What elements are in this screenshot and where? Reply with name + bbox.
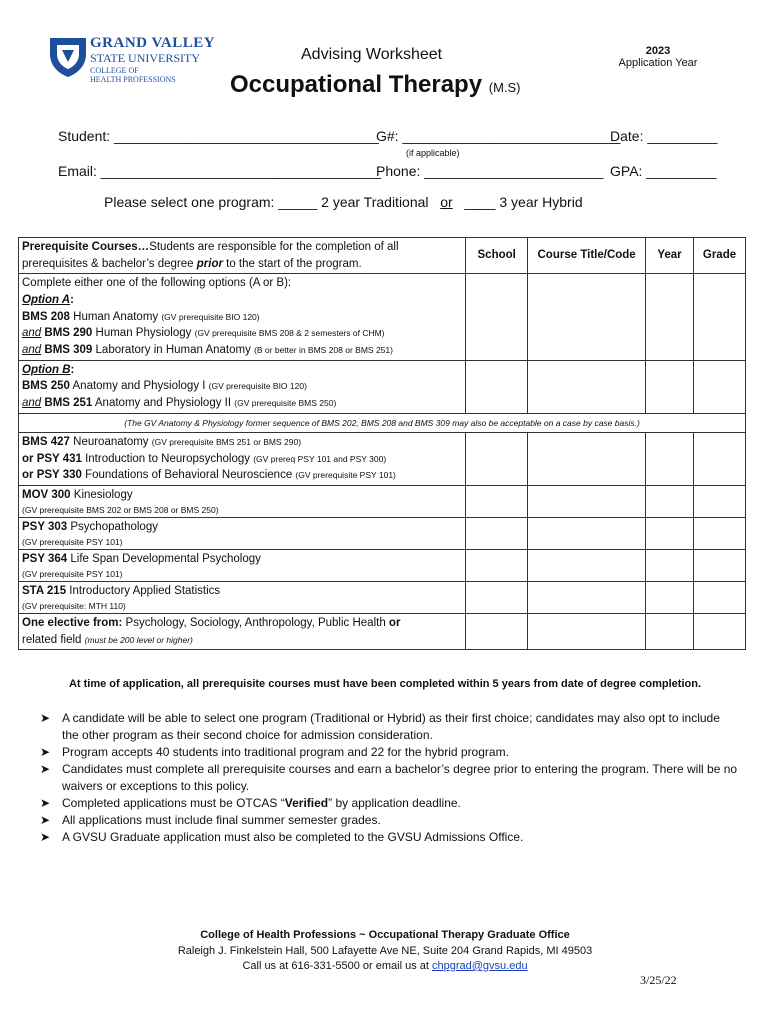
course-code: or PSY 330 (22, 469, 82, 482)
logo-line-3: COLLEGE OF (90, 66, 139, 75)
grade-cell[interactable] (694, 360, 746, 413)
elective-text2: related field (22, 633, 85, 646)
course-code: BMS 427 (22, 436, 70, 449)
sta215-cell (19, 582, 466, 614)
footer-contact (0, 960, 770, 972)
course-note: (GV prerequisite PSY 101) (22, 536, 123, 547)
course-note: (GV prerequisite PSY 101) (295, 470, 396, 481)
course-code: PSY 364 (22, 553, 68, 566)
mov-cell (19, 486, 466, 518)
school-cell[interactable] (466, 550, 528, 582)
email-link[interactable]: chpgrad@gvsu.edu (432, 960, 528, 972)
list-item (38, 829, 738, 846)
course-code: PSY 303 (22, 521, 68, 534)
table-row (19, 613, 746, 649)
table-row (19, 274, 746, 360)
arrow-bullet-icon: ➤ (40, 796, 51, 811)
school-cell[interactable] (466, 274, 528, 360)
school-cell[interactable] (466, 433, 528, 486)
year-label: Application Year (618, 57, 698, 69)
prerequisite-table (18, 237, 746, 650)
elective-label: One elective from: (22, 616, 123, 629)
neuro-cell (19, 433, 466, 486)
table-row (19, 518, 746, 550)
school-cell[interactable] (466, 613, 528, 649)
prereq-header-bold: Prerequisite Courses… (22, 241, 150, 253)
course-note: (GV prerequisite BMS 208 & 2 semesters of CHM) (194, 328, 385, 339)
prereq-header-text: Students are responsible for the completion of all prerequisites & bachelor’s degree (22, 241, 399, 270)
logo-line-4: HEALTH PROFESSIONS (90, 75, 176, 84)
arrow-bullet-icon: ➤ (40, 762, 51, 777)
arrow-bullet-icon: ➤ (40, 813, 51, 828)
program-title: Occupational Therapy (230, 71, 483, 98)
course-name: Human Anatomy (69, 310, 162, 323)
option-b-cell: Option B: BMS 250 Anatomy and Physiology I (GV prerequisite BIO 120) and BMS 251 Anatomy and Physiology II (GV prerequisite BMS 250) (19, 360, 466, 413)
logo-line-1: GRAND VALLEY (90, 35, 216, 51)
footer-address: Raleigh J. Finkelstein Hall, 500 Lafayette Ave NE, Suite 204 Grand Rapids, MI 49503 (177, 945, 593, 957)
course-cell[interactable] (528, 550, 646, 582)
grade-cell[interactable] (694, 433, 746, 486)
page-title (230, 71, 521, 99)
school-cell[interactable] (466, 518, 528, 550)
course-name: Anatomy and Physiology II (92, 397, 235, 410)
student-field[interactable]: Student: __________________________________ (58, 128, 379, 144)
arrow-bullet-icon: ➤ (40, 745, 51, 760)
program-or: or (440, 194, 453, 210)
grade-cell[interactable] (694, 274, 746, 360)
psy303-cell (19, 518, 466, 550)
school-cell[interactable] (466, 582, 528, 614)
arrow-bullet-icon: ➤ (40, 830, 51, 845)
grade-cell[interactable] (694, 550, 746, 582)
bullet-text: A GVSU Graduate application must also be completed to the GVSU Admissions Office. (62, 830, 524, 845)
bullet-text: Candidates must complete all prerequisite courses and earn a bachelor’s degree prior to entering the program. There will be no waivers or exceptions to this policy. (62, 762, 738, 794)
school-header: School (466, 238, 528, 274)
program-suffix: ____ 3 year Hybrid (464, 194, 583, 210)
course-code: BMS 208 (22, 310, 70, 323)
course-note: (GV prerequisite PSY 101) (22, 568, 123, 579)
gnumber-note: (if applicable) (406, 148, 460, 158)
options-intro: Complete either one of the following options (A or B): (22, 277, 292, 290)
course-cell[interactable] (528, 433, 646, 486)
option-a-cell: Complete either one of the following options (A or B): Option A: BMS 208 Human Anatomy (GV prerequisite BIO 120) and BMS 290 Human Physiology (GV prerequisite BMS 208 & 2 semesters of CHM) and BMS 309 Laboratory in Human Anatomy (B or better in BMS 208 or BMS 251) (19, 274, 466, 360)
elective-or: or (388, 616, 401, 629)
bullet-text: ” by application deadline. (328, 796, 461, 811)
elective-text: Psychology, Sociology, Anthropology, Public Health (122, 616, 389, 629)
list-item (38, 761, 738, 795)
course-cell[interactable] (528, 582, 646, 614)
course-name: Life Span Developmental Psychology (67, 553, 261, 566)
year-cell[interactable] (646, 433, 694, 486)
school-cell[interactable] (466, 360, 528, 413)
program-selection[interactable] (104, 194, 583, 210)
grade-cell[interactable] (694, 518, 746, 550)
prereq-header-text2: to the start of the program. (222, 257, 362, 270)
completion-warning: At time of application, all prerequisite courses must have been completed within 5 years from date of degree completion. (68, 678, 702, 690)
course-code: BMS 250 (22, 380, 70, 393)
course-note: (GV prereq PSY 101 and PSY 300) (253, 453, 387, 464)
course-cell[interactable] (528, 360, 646, 413)
table-row (19, 413, 746, 432)
course-note: (GV prerequisite BMS 202 or BMS 208 or BMS 250) (22, 504, 219, 515)
bullet-text: Completed applications must be OTCAS “ (62, 796, 285, 811)
and-label: and (22, 327, 42, 340)
course-code: BMS 290 (41, 327, 93, 340)
prereq-header (19, 238, 466, 274)
gnumber-field[interactable]: G#: ____________________________ (376, 128, 621, 144)
date-field[interactable]: Date: _________ (610, 128, 718, 144)
course-name: Kinesiology (70, 489, 133, 502)
psy364-cell (19, 550, 466, 582)
course-note: (GV prerequisite BIO 120) (161, 311, 260, 322)
grade-header: Grade (694, 238, 746, 274)
footer-office: College of Health Professions ~ Occupational Therapy Graduate Office (200, 929, 570, 941)
course-name: Anatomy and Physiology I (69, 380, 209, 393)
table-row (19, 486, 746, 518)
list-item (38, 795, 738, 812)
course-cell[interactable] (528, 486, 646, 518)
gpa-field[interactable]: GPA: _________ (610, 163, 717, 179)
grade-cell[interactable] (694, 582, 746, 614)
course-code: BMS 251 (41, 397, 93, 410)
email-field[interactable]: Email: ____________________________________ (58, 163, 382, 179)
arrow-bullet-icon: ➤ (40, 711, 51, 725)
year-cell[interactable] (646, 486, 694, 518)
logo-line-2: STATE UNIVERSITY (90, 51, 201, 65)
course-name: Neuroanatomy (69, 436, 152, 449)
phone-field[interactable]: Phone: _______________________ (376, 163, 604, 179)
course-cell[interactable] (528, 613, 646, 649)
program-prefix: Please select one program: _____ 2 year Traditional (104, 194, 429, 210)
table-row (19, 550, 746, 582)
worksheet-subtitle: Advising Worksheet (301, 46, 443, 63)
bullet-text: Program accepts 40 students into traditional program and 22 for the hybrid program. (62, 745, 509, 760)
table-row (19, 582, 746, 614)
year-cell[interactable] (646, 518, 694, 550)
bullet-text: A candidate will be able to select one program (Traditional or Hybrid) as their first choice; candidates may also opt to include the other program as their second choice for admission consideration. (62, 711, 720, 743)
course-header: Course Title/Code (528, 238, 646, 274)
option-b-label: Option B (22, 363, 71, 376)
year-cell[interactable] (646, 274, 694, 360)
course-cell[interactable] (528, 518, 646, 550)
application-year (618, 45, 698, 69)
bullet-text: All applications must include final summer semester grades. (62, 813, 381, 828)
year-cell[interactable] (646, 360, 694, 413)
footer-call: Call us at 616-331-5500 or email us at (242, 960, 432, 972)
and-label: and (22, 397, 42, 410)
anatomy-sequence-note: (The GV Anatomy & Physiology former sequence of BMS 202, BMS 208 and BMS 309 may also be acceptable on a case by case basis.) (19, 413, 746, 432)
course-code: BMS 309 (41, 344, 93, 357)
course-name: Introductory Applied Statistics (66, 585, 221, 597)
course-note: (GV prerequisite BIO 120) (208, 381, 307, 392)
year-cell[interactable] (646, 550, 694, 582)
and-label: and (22, 344, 42, 357)
course-note: (GV prerequisite BMS 251 or BMS 290) (151, 437, 302, 448)
table-row (19, 433, 746, 486)
course-code: MOV 300 (22, 489, 71, 502)
course-name: Laboratory in Human Anatomy (92, 344, 255, 357)
course-name: Psychopathology (67, 521, 158, 534)
course-name: Human Physiology (92, 327, 195, 340)
course-note: (GV prerequisite BMS 250) (234, 398, 337, 409)
prereq-header-prior: prior (196, 257, 223, 270)
list-item (38, 744, 738, 761)
grade-cell[interactable] (694, 486, 746, 518)
table-row (19, 360, 746, 413)
year-cell[interactable] (646, 613, 694, 649)
year-cell[interactable] (646, 582, 694, 614)
course-name: Foundations of Behavioral Neuroscience (81, 469, 296, 482)
elective-cell (19, 613, 466, 649)
school-cell[interactable] (466, 486, 528, 518)
option-a-label: Option A (22, 294, 71, 307)
year-header: Year (646, 238, 694, 274)
course-note: (B or better in BMS 208 or BMS 251) (254, 345, 393, 356)
elective-note: (must be 200 level or higher) (84, 634, 193, 645)
requirements-list (38, 710, 738, 846)
course-code: STA 215 (22, 585, 67, 597)
course-note: (GV prerequisite: MTH 110) (22, 600, 126, 611)
list-item (38, 812, 738, 829)
grade-cell[interactable] (694, 613, 746, 649)
course-cell[interactable] (528, 274, 646, 360)
list-item (38, 710, 738, 744)
degree-label: (M.S) (488, 80, 521, 95)
revision-date: 3/25/22 (640, 973, 677, 987)
gvsu-logo-text (90, 36, 215, 84)
course-name: Introduction to Neuropsychology (81, 452, 254, 465)
verified-label: Verified (284, 796, 329, 811)
table-header-row (19, 238, 746, 274)
gvsu-logo-icon (48, 34, 88, 78)
year-value: 2023 (645, 45, 671, 57)
course-code: or PSY 431 (22, 452, 82, 465)
